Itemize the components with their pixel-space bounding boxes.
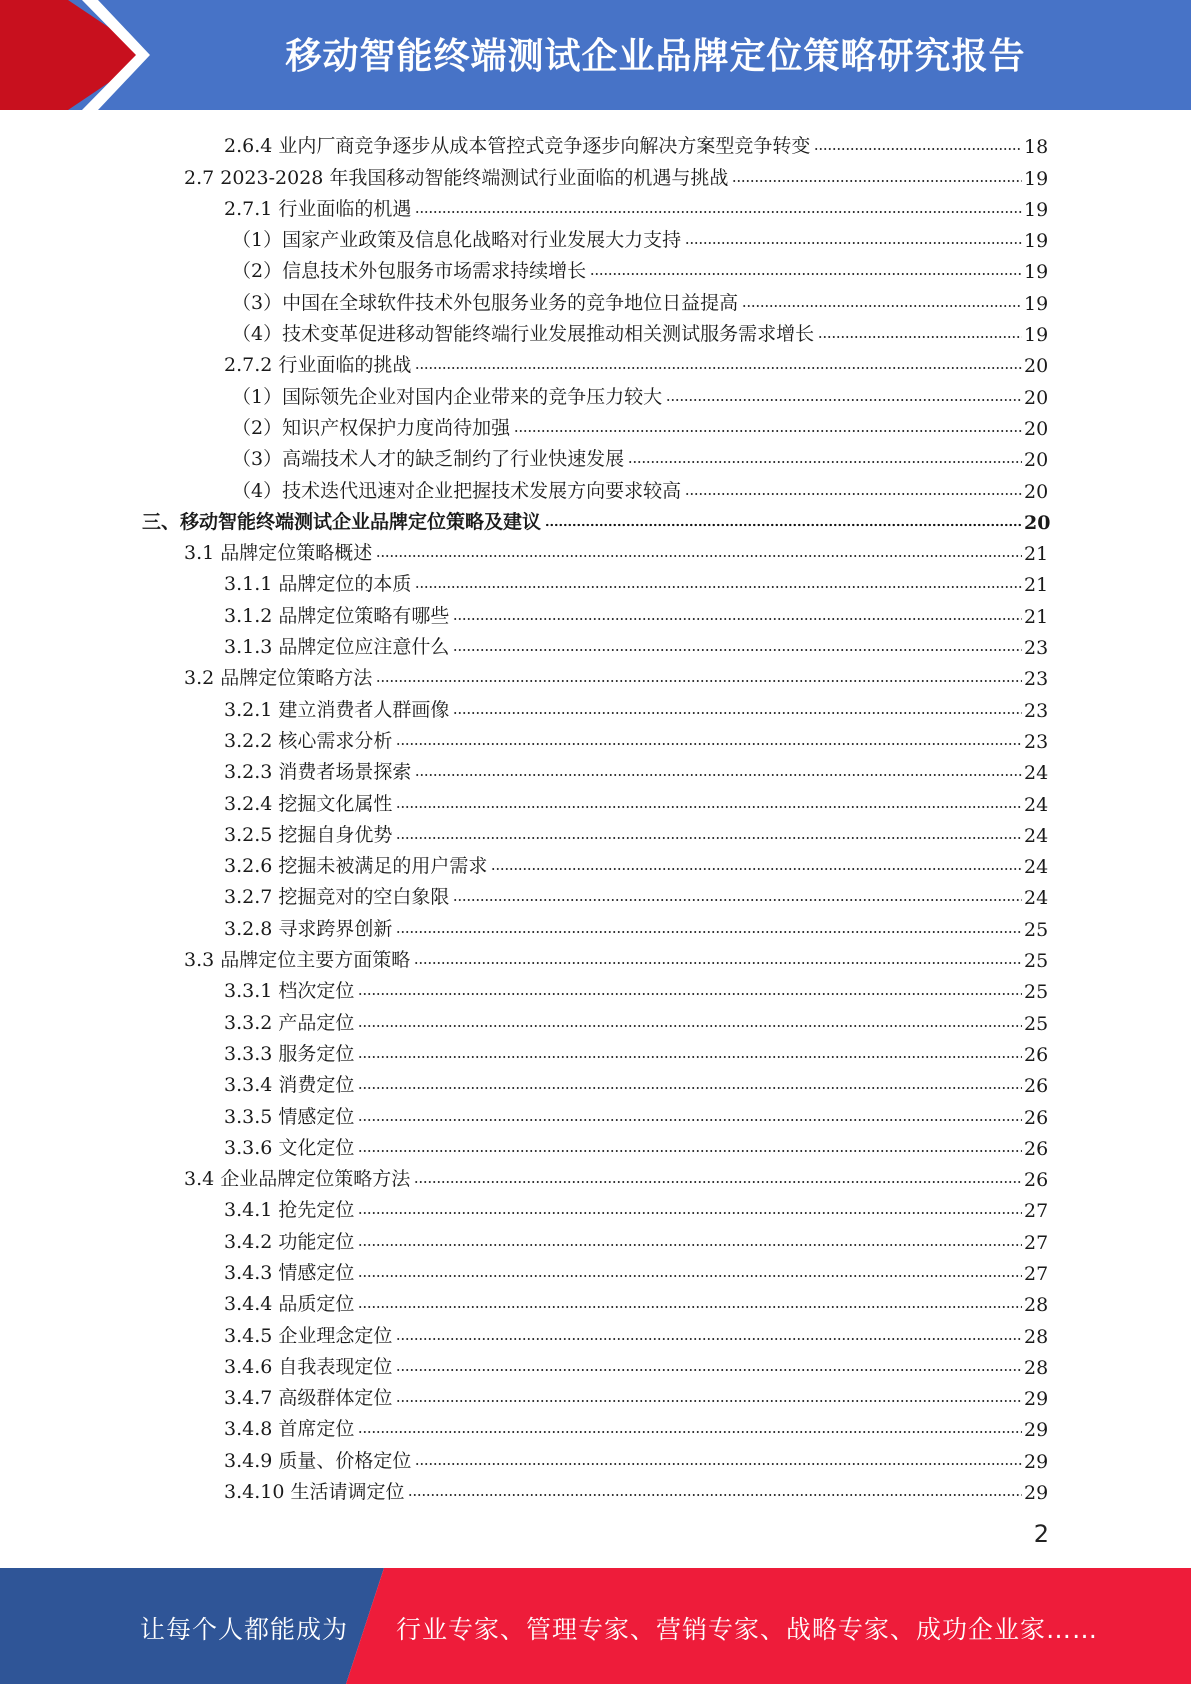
toc-entry-page: 26 — [1024, 1106, 1049, 1129]
toc-dot-leader — [545, 522, 1022, 528]
toc-entry[interactable] — [224, 565, 1048, 596]
toc-dot-leader — [453, 647, 1022, 653]
toc-entry-page: 20 — [1024, 511, 1051, 534]
toc-dot-leader — [358, 1429, 1022, 1435]
toc-entry[interactable] — [224, 753, 1048, 784]
toc-entry[interactable] — [232, 409, 1048, 440]
toc-entry[interactable] — [224, 1066, 1048, 1097]
toc-entry[interactable] — [224, 1222, 1048, 1253]
toc-dot-leader — [453, 710, 1022, 716]
toc-entry-label: 3.4 企业品牌定位策略方法 — [184, 1168, 411, 1191]
toc-entry-label: 3.3.6 文化定位 — [224, 1136, 355, 1159]
toc-entry[interactable] — [224, 346, 1048, 377]
page-footer — [0, 1568, 1191, 1684]
toc-entry-page: 19 — [1024, 324, 1049, 347]
footer-slogan-right: 行业专家、管理专家、营销专家、战略专家、成功企业家…… — [396, 1615, 1099, 1644]
toc-entry-label: 3.3.2 产品定位 — [224, 1011, 355, 1034]
toc-entry[interactable] — [224, 784, 1048, 815]
toc-dot-leader — [590, 271, 1022, 277]
toc-entry-label: 3.3.1 档次定位 — [224, 980, 355, 1003]
toc-dot-leader — [666, 397, 1022, 403]
toc-entry-page: 19 — [1024, 230, 1049, 253]
toc-entry-label: 2.7 2023-2028 年我国移动智能终端测试行业面临的机遇与挑战 — [184, 166, 729, 189]
toc-entry[interactable] — [224, 1316, 1048, 1347]
toc-entry[interactable] — [224, 1003, 1048, 1034]
toc-entry-label: 3.4.4 品质定位 — [224, 1293, 355, 1316]
toc-entry[interactable] — [184, 941, 1048, 972]
toc-entry[interactable] — [224, 1129, 1048, 1160]
toc-entry[interactable] — [232, 471, 1048, 502]
toc-entry-label: （4）技术迭代迅速对企业把握技术发展方向要求较高 — [232, 479, 682, 502]
toc-entry-label: 3.2.5 挖掘自身优势 — [224, 823, 393, 846]
toc-dot-leader — [415, 209, 1022, 215]
toc-entry[interactable] — [224, 127, 1048, 158]
toc-dot-leader — [358, 991, 1022, 997]
toc-entry-label: 3.4.3 情感定位 — [224, 1261, 355, 1284]
table-of-contents — [0, 127, 1191, 1504]
toc-entry-label: 3.1.3 品牌定位应注意什么 — [224, 636, 450, 659]
toc-dot-leader — [396, 1398, 1022, 1404]
toc-entry[interactable] — [184, 534, 1048, 565]
toc-entry-page: 23 — [1024, 668, 1049, 691]
toc-dot-leader — [396, 835, 1022, 841]
toc-entry-label: （1）国家产业政策及信息化战略对行业发展大力支持 — [232, 229, 682, 252]
toc-entry[interactable] — [224, 1441, 1048, 1472]
toc-entry-page: 25 — [1024, 950, 1049, 973]
toc-entry-label: 3.4.6 自我表现定位 — [224, 1355, 393, 1378]
toc-dot-leader — [453, 616, 1022, 622]
toc-entry-page: 25 — [1024, 918, 1049, 941]
toc-entry-page: 27 — [1024, 1231, 1049, 1254]
toc-entry[interactable] — [232, 315, 1048, 346]
toc-entry[interactable] — [224, 1473, 1048, 1504]
toc-dot-leader — [415, 584, 1022, 590]
toc-entry[interactable] — [224, 972, 1048, 1003]
toc-dot-leader — [358, 1148, 1022, 1154]
toc-entry-label: 3.2.1 建立消费者人群画像 — [224, 698, 450, 721]
toc-entry-label: 3.3.5 情感定位 — [224, 1105, 355, 1128]
toc-entry-page: 20 — [1024, 449, 1049, 472]
toc-entry-label: 3.4.9 质量、价格定位 — [224, 1449, 412, 1472]
toc-entry-label: 3.2.7 挖掘竞对的空白象限 — [224, 886, 450, 909]
toc-entry-page: 21 — [1024, 543, 1049, 566]
toc-entry-page: 20 — [1024, 355, 1049, 378]
toc-dot-leader — [742, 303, 1022, 309]
toc-entry-page: 28 — [1024, 1294, 1049, 1317]
toc-dot-leader — [358, 1023, 1022, 1029]
toc-entry-label: （3）中国在全球软件技术外包服务业务的竞争地位日益提高 — [232, 291, 739, 314]
toc-dot-leader — [818, 334, 1022, 340]
toc-dot-leader — [358, 1273, 1022, 1279]
toc-entry-page: 28 — [1024, 1325, 1049, 1348]
toc-entry-label: 2.6.4 业内厂商竞争逐步从成本管控式竞争逐步向解决方案型竞争转变 — [224, 135, 811, 158]
toc-entry[interactable] — [224, 878, 1048, 909]
toc-entry-page: 25 — [1024, 981, 1049, 1004]
toc-entry-page: 24 — [1024, 824, 1049, 847]
toc-entry-label: 3.2.3 消费者场景探索 — [224, 761, 412, 784]
toc-entry[interactable] — [224, 1285, 1048, 1316]
toc-entry-label: 3.1.1 品牌定位的本质 — [224, 573, 412, 596]
page-header — [0, 0, 1191, 110]
toc-dot-leader — [358, 1117, 1022, 1123]
toc-entry-label: 3.4.5 企业理念定位 — [224, 1324, 393, 1347]
toc-entry-label: 3.2.2 核心需求分析 — [224, 729, 393, 752]
toc-entry-page: 23 — [1024, 730, 1049, 753]
toc-entry-page: 24 — [1024, 793, 1049, 816]
toc-dot-leader — [685, 240, 1022, 246]
toc-entry[interactable] — [232, 283, 1048, 314]
toc-dot-leader — [376, 553, 1022, 559]
toc-entry[interactable] — [224, 596, 1048, 627]
toc-entry-label: 3.4.2 功能定位 — [224, 1230, 355, 1253]
toc-dot-leader — [414, 1179, 1022, 1185]
toc-entry-page: 29 — [1024, 1419, 1049, 1442]
toc-dot-leader — [415, 772, 1022, 778]
toc-entry[interactable] — [224, 1035, 1048, 1066]
toc-dot-leader — [453, 897, 1022, 903]
toc-entry-page: 29 — [1024, 1450, 1049, 1473]
toc-entry-page: 24 — [1024, 887, 1049, 910]
toc-entry-page: 20 — [1024, 386, 1049, 409]
toc-entry-label: 3.2.4 挖掘文化属性 — [224, 792, 393, 815]
toc-entry[interactable] — [232, 221, 1048, 252]
toc-entry-page: 28 — [1024, 1356, 1049, 1379]
toc-entry-label: 3.4.10 生活请调定位 — [224, 1481, 405, 1504]
toc-dot-leader — [514, 428, 1022, 434]
toc-entry[interactable] — [224, 1254, 1048, 1285]
toc-dot-leader — [396, 1367, 1022, 1373]
toc-entry-page: 24 — [1024, 856, 1049, 879]
toc-entry-label: 2.7.2 行业面临的挑战 — [224, 354, 412, 377]
toc-entry-label: 3.3 品牌定位主要方面策略 — [184, 949, 411, 972]
toc-entry-page: 27 — [1024, 1262, 1049, 1285]
toc-entry[interactable] — [224, 690, 1048, 721]
toc-dot-leader — [491, 866, 1022, 872]
toc-entry[interactable] — [184, 158, 1048, 189]
toc-entry[interactable] — [232, 377, 1048, 408]
toc-entry-label: （2）信息技术外包服务市场需求持续增长 — [232, 260, 587, 283]
toc-entry-page: 26 — [1024, 1137, 1049, 1160]
toc-dot-leader — [814, 146, 1022, 152]
toc-entry-page: 29 — [1024, 1482, 1049, 1505]
toc-entry-label: （3）高端技术人才的缺乏制约了行业快速发展 — [232, 448, 625, 471]
toc-entry-label: 3.2.8 寻求跨界创新 — [224, 917, 393, 940]
toc-entry[interactable] — [224, 1191, 1048, 1222]
toc-dot-leader — [396, 804, 1022, 810]
toc-dot-leader — [408, 1492, 1022, 1498]
toc-dot-leader — [732, 178, 1022, 184]
toc-entry[interactable] — [232, 440, 1048, 471]
toc-entry-page: 23 — [1024, 637, 1049, 660]
toc-entry[interactable] — [224, 1348, 1048, 1379]
toc-dot-leader — [396, 929, 1022, 935]
toc-entry[interactable] — [224, 628, 1048, 659]
toc-entry-page: 29 — [1024, 1388, 1049, 1411]
toc-entry-label: 3.4.8 首席定位 — [224, 1418, 355, 1441]
toc-dot-leader — [415, 365, 1022, 371]
toc-entry-label: 三、移动智能终端测试企业品牌定位策略及建议 — [142, 510, 542, 533]
toc-entry-label: 3.4.7 高级群体定位 — [224, 1387, 393, 1410]
toc-dot-leader — [358, 1304, 1022, 1310]
toc-entry[interactable] — [224, 1379, 1048, 1410]
toc-entry-label: 3.3.3 服务定位 — [224, 1042, 355, 1065]
toc-entry-page: 24 — [1024, 762, 1049, 785]
toc-entry[interactable] — [142, 503, 1051, 534]
toc-dot-leader — [685, 491, 1022, 497]
toc-entry[interactable] — [224, 847, 1048, 878]
toc-entry[interactable] — [224, 1097, 1048, 1128]
toc-entry[interactable] — [224, 722, 1048, 753]
toc-entry-page: 26 — [1024, 1043, 1049, 1066]
toc-entry-page: 20 — [1024, 417, 1049, 440]
report-title: 移动智能终端测试企业品牌定位策略研究报告 — [285, 36, 1026, 77]
toc-entry[interactable] — [224, 1410, 1048, 1441]
toc-entry-label: 3.1 品牌定位策略概述 — [184, 542, 373, 565]
toc-entry-page: 27 — [1024, 1200, 1049, 1223]
toc-dot-leader — [414, 960, 1022, 966]
toc-entry-label: （1）国际领先企业对国内企业带来的竞争压力较大 — [232, 385, 663, 408]
toc-entry-page: 18 — [1024, 136, 1049, 159]
toc-entry-label: 3.4.1 抢先定位 — [224, 1199, 355, 1222]
page-number: 2 — [1033, 1520, 1049, 1548]
toc-dot-leader — [415, 1461, 1022, 1467]
toc-entry-page: 19 — [1024, 198, 1049, 221]
toc-entry-page: 23 — [1024, 699, 1049, 722]
toc-entry-label: 3.2 品牌定位策略方法 — [184, 667, 373, 690]
toc-entry-label: （2）知识产权保护力度尚待加强 — [232, 416, 511, 439]
toc-entry-label: （4）技术变革促进移动智能终端行业发展推动相关测试服务需求增长 — [232, 323, 815, 346]
toc-entry[interactable] — [224, 816, 1048, 847]
toc-dot-leader — [376, 678, 1022, 684]
toc-entry[interactable] — [184, 1160, 1048, 1191]
toc-entry-label: 3.1.2 品牌定位策略有哪些 — [224, 604, 450, 627]
footer-slogan-left: 让每个人都能成为 — [140, 1615, 349, 1644]
toc-entry-page: 26 — [1024, 1169, 1049, 1192]
toc-entry-page: 19 — [1024, 292, 1049, 315]
toc-dot-leader — [358, 1210, 1022, 1216]
toc-entry-page: 21 — [1024, 605, 1049, 628]
toc-entry-page: 21 — [1024, 574, 1049, 597]
toc-entry-page: 19 — [1024, 167, 1049, 190]
toc-entry[interactable] — [224, 909, 1048, 940]
toc-dot-leader — [628, 459, 1022, 465]
toc-entry-label: 3.2.6 挖掘未被满足的用户需求 — [224, 855, 488, 878]
toc-dot-leader — [358, 1054, 1022, 1060]
toc-dot-leader — [358, 1085, 1022, 1091]
toc-dot-leader — [396, 741, 1022, 747]
toc-dot-leader — [358, 1242, 1022, 1248]
toc-entry[interactable] — [224, 190, 1048, 221]
toc-entry-page: 20 — [1024, 480, 1049, 503]
toc-entry[interactable] — [184, 659, 1048, 690]
toc-dot-leader — [396, 1336, 1022, 1342]
toc-entry-label: 3.3.4 消费定位 — [224, 1074, 355, 1097]
toc-entry[interactable] — [232, 252, 1048, 283]
toc-entry-page: 26 — [1024, 1075, 1049, 1098]
toc-entry-label: 2.7.1 行业面临的机遇 — [224, 197, 412, 220]
toc-entry-page: 19 — [1024, 261, 1049, 284]
toc-entry-page: 25 — [1024, 1012, 1049, 1035]
